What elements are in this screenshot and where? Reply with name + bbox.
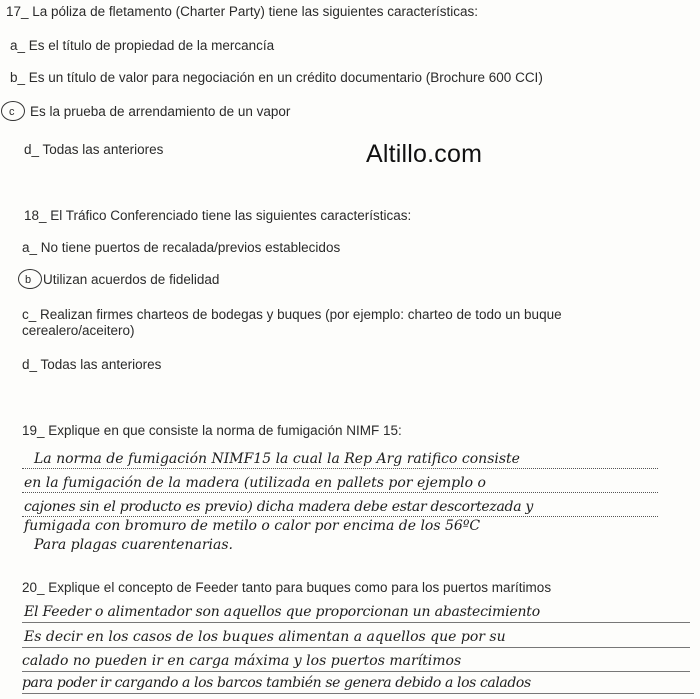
q17-question: 17_ La póliza de fletamento (Charter Party) tiene las siguientes características:	[6, 4, 478, 19]
answer-rule	[22, 622, 690, 623]
q18-question: 18_ El Tráfico Conferenciado tiene las siguientes características:	[24, 208, 412, 223]
q19-answer-line: cajones sin el producto es previo) dicha madera debe estar descortezada y	[24, 499, 534, 515]
q19-answer-line: La norma de fumigación NIMF15 la cual la Rep Arg ratifico consiste	[34, 451, 520, 467]
answer-rule	[22, 671, 690, 672]
q18-option-b-marker: b	[25, 274, 32, 286]
q17-option-c: Es la prueba de arrendamiento de un vapor	[30, 104, 291, 119]
watermark: Altillo.com	[366, 140, 483, 168]
q18-option-a: a_ No tiene puertos de recalada/previos establecidos	[22, 240, 341, 255]
q18-option-c-line2: cerealero/aceitero)	[22, 323, 135, 338]
q17-option-b: b_ Es un título de valor para negociación en un crédito documentario (Brochure 600 CCI)	[10, 70, 543, 85]
answer-rule	[22, 468, 658, 469]
q17-option-d: d_ Todas las anteriores	[24, 142, 164, 157]
q20-question: 20_ Explique el concepto de Feeder tanto para buques como para los puertos marítimos	[22, 580, 552, 595]
answer-rule	[22, 693, 694, 694]
q18-option-c-line1: c_ Realizan firmes charteos de bodegas y buques (por ejemplo: charteo de todo un buque	[22, 307, 562, 322]
q20-answer-line: Es decir en los casos de los buques alimentan a aquellos que por su	[24, 629, 506, 645]
q17-option-a: a_ Es el título de propiedad de la mercancía	[10, 38, 275, 53]
answer-rule	[22, 647, 690, 648]
answer-rule	[22, 492, 658, 493]
q18-option-b: Utilizan acuerdos de fidelidad	[43, 272, 220, 287]
q19-answer-line: Para plagas cuarentenarias.	[34, 537, 233, 553]
q17-option-c-marker: c	[9, 106, 15, 118]
q18-option-d: d_ Todas las anteriores	[22, 357, 162, 372]
q19-answer-line: fumigada con bromuro de metilo o calor por encima de los 56ºC	[24, 518, 481, 534]
q20-answer-line: calado no pueden ir en carga máxima y los puertos marítimos	[22, 653, 462, 669]
q19-answer-line: en la fumigación de la madera (utilizada en pallets por ejemplo o	[24, 475, 486, 491]
q20-answer-line: El Feeder o alimentador son aquellos que proporcionan un abastecimiento	[24, 604, 540, 620]
q20-answer-line: para poder ir cargando a los barcos también se genera debido a los calados	[22, 675, 531, 691]
q19-question: 19_ Explique en que consiste la norma de fumigación NIMF 15:	[22, 423, 402, 438]
